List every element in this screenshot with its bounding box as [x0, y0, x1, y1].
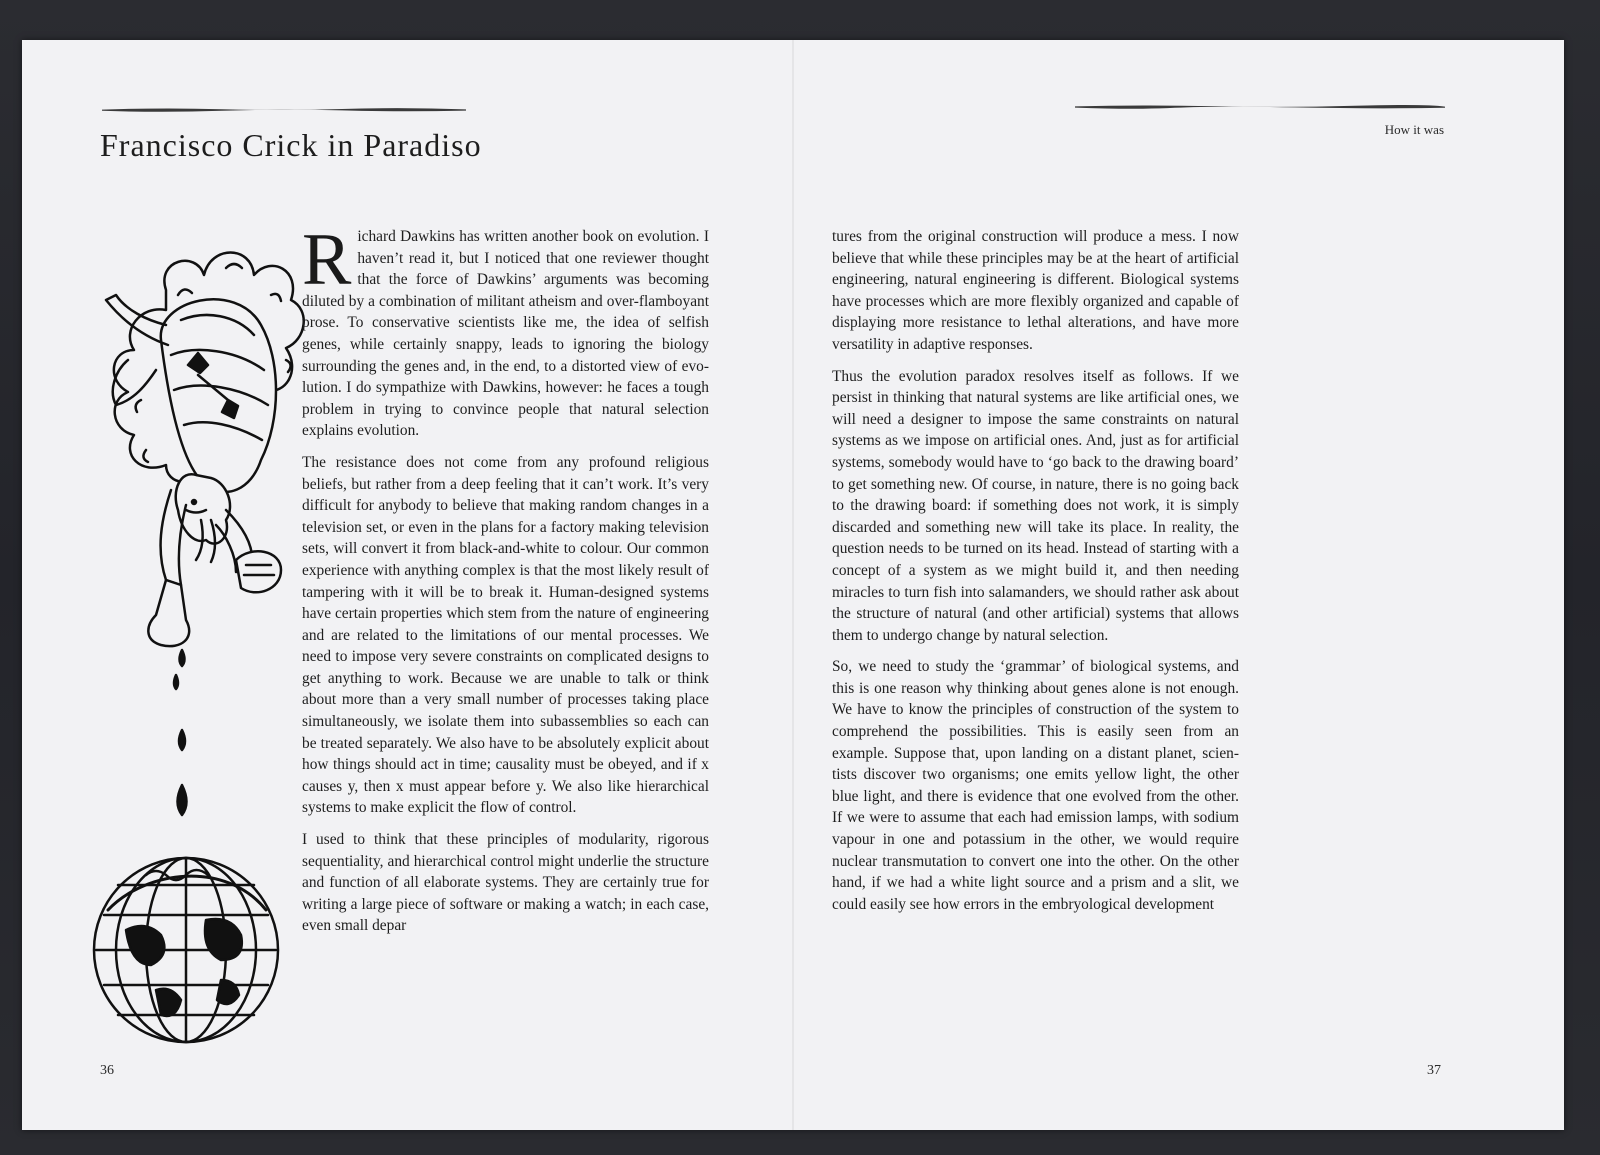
paragraph [302, 219, 709, 442]
paragraph: The resistance does not come from any profound religious beliefs, but rather from a deep feeling that it can’t work. It’s very difficult for anybody to believe that making random changes in a television set, or even in the plans for a factory making television sets, will convert it from black-and-white to colour. Our common experience with anything complex is that the most likely result of tampering with it will be to break it. Human-designed systems have certain properties which stem from the nature of engineering and are related to the limitations of our mental processes. We need to impose very severe constraints on complicated designs to get anything to work. Because we are unable to talk or think about more than a very small number of processes taking place simultaneously, we isolate them into subassemblies so each can be treated separately. We also have to be absolutely explicit about how things should act in time; causality must be obeyed, and if x causes y, then x must appear before y. We also like hierarchical systems to make explicit the flow of control. [302, 453, 709, 817]
alchemist-illustration [86, 220, 306, 1050]
paragraph-text: ichard Dawkins has written another book on evolution. I haven’t read it, but I noticed that one reviewer thought that the force of Dawkins’ arguments was becoming diluted by a combination of militant atheism and over-flamboyant prose. To conservative scientists like me, the idea of selfish genes, while certainly snappy, leads to ignoring the biology surrounding the genes and, in the end, to a distorted view of evolution. I do sympathize with Dawkins, however: he faces a tough problem in trying to convince people that natural selection explains evolution. [302, 228, 709, 440]
running-head: How it was [1384, 122, 1444, 137]
decorative-rule [102, 107, 466, 112]
right-text-column [832, 226, 1239, 925]
article-title: Francisco Crick in Paradiso [100, 127, 482, 163]
page-number-left: 36 [100, 1063, 114, 1078]
left-page [22, 40, 793, 1130]
paragraph: Thus the evolution paradox resolves itself as follows. If we persist in thinking that natural systems are like artificial ones, we will need a designer to impose the same constraints on natural systems as we impose on artificial ones. And, just as for artificial systems, somebody would have to ‘go back to the drawing board’ to get something new. Of course, in nature, there is no going back to the drawing board: if something does not work, it is simply discarded and something new will take its place. In reality, the question needs to be turned on its head. Instead of starting with a concept of a system as we might build it, and then needing miracles to turn fish into salamanders, we should rather ask about the structure of natural (and other artificial) systems that allows them to undergo change by natural selection. [832, 367, 1239, 644]
left-text-column [302, 219, 709, 947]
decorative-rule [1075, 104, 1445, 109]
paragraph: tures from the original construction will produce a mess. I now believe that while these principles may be at the heart of artificial engineering, natural engineering is different. Biological systems have processes which are more flexibly organized and capable of displaying more resistance to lethal alterations, and have more versatility in adaptive responses. [832, 228, 1239, 353]
drop-cap: R [302, 219, 352, 301]
magazine-spread [22, 40, 1564, 1130]
paragraph: I used to think that these principles of modularity, rigorous sequentiality, and hierarchical control might underlie the structure and function of all elaborate systems. They are certainly true for writing a large piece of software or making a watch; in each case, even small depar [302, 831, 709, 935]
paragraph: So, we need to study the ‘grammar’ of biological systems, and this is one reason why thinking about genes alone is not enough. We have to know the principles of construction of the system to comprehend the possibilities. This is easily seen from an example. Suppose that, upon landing on a distant planet, scientists discover two organisms; one emits yellow light, the other blue light, and there is evidence that one evolved from the other. If we were to assume that each had emission lamps, with sodium vapour in one and potassium in the other, we would require nuclear transmutation to convert one into the other. On the other hand, if we had a white light source and a prism and a slit, we could easily see how errors in the embryological development [832, 658, 1239, 913]
page-number-right: 37 [1427, 1063, 1441, 1078]
